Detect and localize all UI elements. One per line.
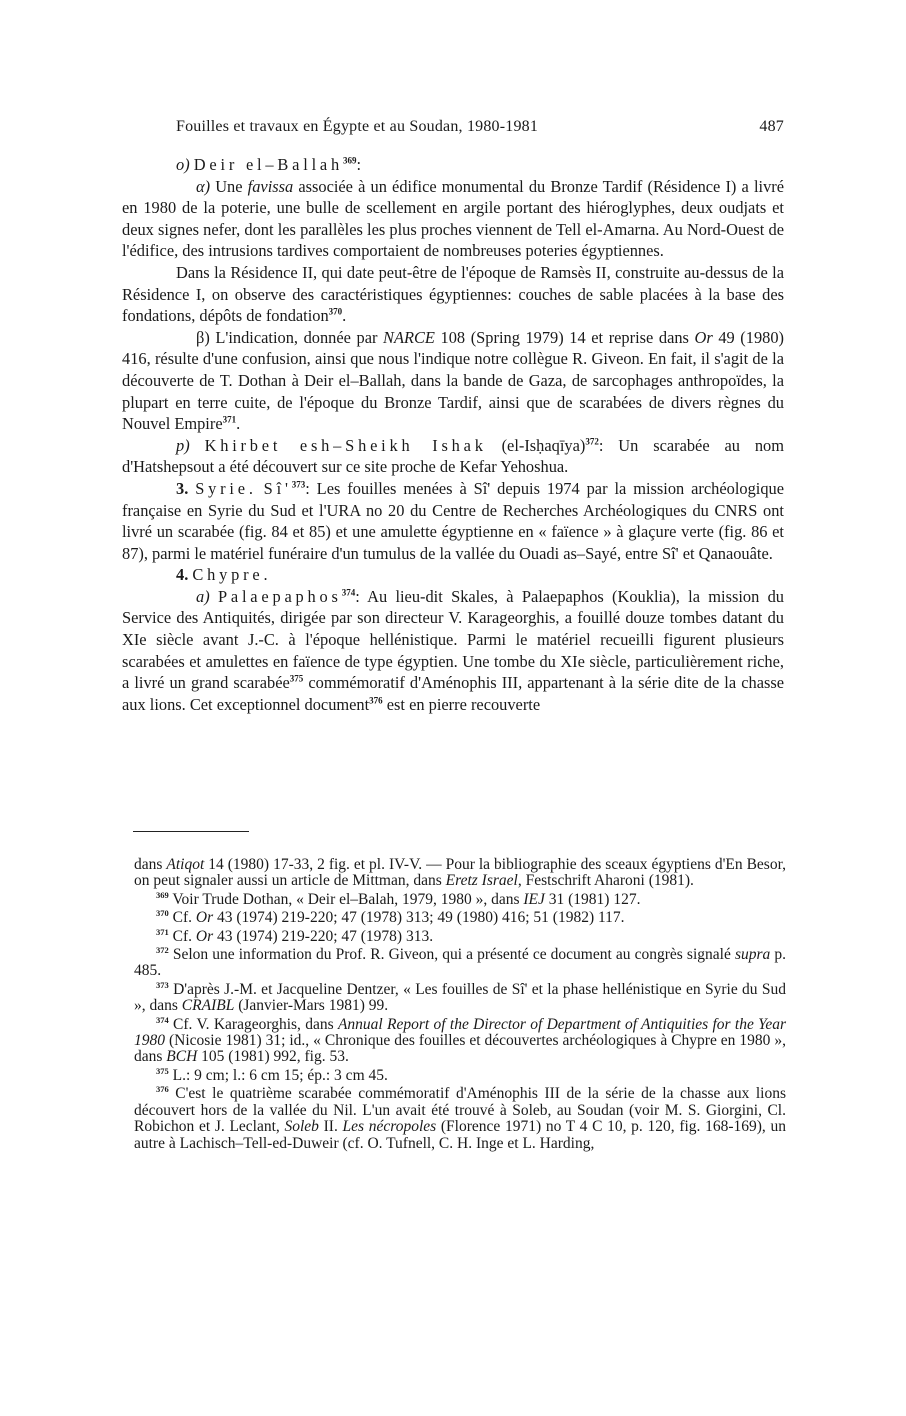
footnote-separator [133,831,249,832]
footnote-375: $^{375}$ L.: 9 cm; l.: 6 cm 15; ép.: 3 cm 45. [156,1065,388,1084]
paragraph-residence-2: Dans la Résidence II, qui date peut-être de l'époque de Ramsès II, construite au-dessus de la Résidence I, on observe des caractéristiques égyptiennes: couches de sable placées à la base des fondations, dépôts de fondation$^{370}$. [122,262,784,326]
site-name: Palaepaphos [217,586,342,606]
page-number: 487 [759,118,784,135]
footnote-ref: 369 [343,155,357,166]
running-title: Fouilles et travaux en Égypte et au Soudan, 1980-1981 [176,118,539,135]
footnote-370: $^{370}$ Cf. Or 43 (1974) 219-220; 47 (1978) 313; 49 (1980) 416; 51 (1982) 117. [156,908,625,927]
site-name: Deir el–Ballah [193,155,343,174]
footnote-ref: 371 [222,414,237,425]
section-o-heading: o) Deir el–Ballah$^{369}$: [176,155,362,174]
footnote-ref: 373 [291,479,306,490]
footnote-continuation: dans Atiqot 14 (1980) 17-33, 2 fig. et pl. IV-V. — Pour la bibliographie des sceaux égyptiens d'En Besor, on peut signaler aussi un article de Mittman, dans Eretz Israel, Festschrift Aharoni (1981). [134,856,786,890]
main-text [122,154,784,715]
site-name: Khirbet esh–Sheikh Ishak [204,435,487,455]
footnote-373: $^{373}$ D'après J.-M. et Jacqueline Dentzer, « Les fouilles de Sî' et la phase hellénistique en Syrie du Sud », dans CRAIBL (Janvier-Mars 1981) 99. [134,979,786,1015]
footnote-ref: 372 [585,436,599,447]
section-title: Syrie. [195,478,257,498]
footnote-ref: 370 [328,306,343,317]
footnote-371: $^{371}$ Cf. Or 43 (1974) 219-220; 47 (1978) 313. [156,926,434,945]
footnote-376: $^{376}$ C'est le quatrième scarabée commémoratif d'Aménophis III de la série de la chasse aux lions découvert hors de la vallée du Nil. L'un avait été trouvé à Soleb, au Soudan (voir M. S. Giorgini, Cl. Robichon et J. Leclant, Soleb II. Les nécropoles (Florence 1971) no T 4 C 10, p. 120, fig. 168-169), un autre à Lachisch–Tell-ed-Duweir (cf. O. Tufnell, C. H. Inge et L. Harding, [134,1084,787,1152]
paragraph-beta: β) L'indication, donnée par NARCE 108 (Spring 1979) 14 et reprise dans Or 49 (1980) 416, résulte d'une confusion, ainsi que nous l'indique notre collègue R. Giveon. En fait, il s'agit de la découverte de T. Dothan à Deir el–Ballah, dans la bande de Gaza, de sarcophages anthropoïdes, la plupart en terre cuite, de l'époque du Bronze Tardif, ainsi que de scarabées de divers règnes du Nouvel Empire$^{371}$. [122,327,784,434]
footnote-ref: 375 [289,673,304,684]
section-a: a) Palaepaphos$^{374}$: Au lieu-dit Skales, à Palaepaphos (Kouklia), la mission du Service des Antiquités, dirigée par son directeur V. Karageorghis, a fouillé douze tombes datant du XIe siècle avant J.-C. à l'époque hellénistique. Parmi le matériel recueilli figurent plusieurs scarabées et amulettes en faïence de type égyptien. Une tombe du XIe siècle, particulièrement riche, a livré un grand scarabée$^{375}$ commémoratif d'Aménophis III, appartenant à la série dite de la chasse aux lions. Cet exceptionnel document$^{376}$ est en pierre recouverte [122,586,784,714]
site-name: Sî' [263,478,292,498]
section-3-syrie: 3. Syrie. $Sî'^{373}$: Les fouilles menées à Sî' depuis 1974 par la mission archéologique française en Syrie du Sud et l'URA no 20 du Centre de Recherches Archéologiques du CNRS ont livré un scarabée (fig. 84 et 85) et une amulette égyptienne en « faïence » à glaçure verte (fig. 86 et 87), parmi le matériel funéraire d'un tumulus de la vallée du Ouadi as–Sayé, entre Sî' et Qanaouâte. [122,478,784,563]
footnote-372: $^{372}$ Selon une information du Prof. R. Giveon, qui a présenté ce document au congrès signalé supra p. 485. [134,944,786,980]
footnote-369: $^{369}$ Voir Trude Dothan, « Deir el–Balah, 1979, 1980 », dans IEJ 31 (1981) 127. [156,889,641,908]
footnotes [134,857,786,1154]
section-4-chypre: 4. Chypre. [176,565,272,585]
paragraph-alpha: α) Une favissa associée à un édifice monumental du Bronze Tardif (Résidence I) a livré en 1980 de la poterie, une bulle de scellement en argile portant des hiéroglyphes, deux oudjats et deux signes nefer, dont les parallèles les plus proches viennent de Tell el-Amarna. Au Nord-Ouest de l'édifice, des intrusions tardives comportaient de nombreuses poteries égyptiennes. [122,176,784,261]
footnote-374: $^{374}$ Cf. V. Karageorghis, dans Annual Report of the Director of Department of Antiquities for the Year 1980 (Nicosie 1981) 31; id., « Chronique des fouilles et découvertes archéologiques à Chypre en 1980 », dans BCH 105 (1981) 992, fig. 53. [134,1014,786,1066]
section-p: p) Khirbet esh–Sheikh Ishak (el-Isḥaqīya)$^{372}$: Un scarabée au nom d'Hatshepsout a été découvert sur ce site proche de Kefar Yehoshua. [122,435,785,477]
section-title: Chypre. [192,565,272,585]
footnote-ref: 376 [369,695,383,706]
footnote-ref: 374 [341,587,356,598]
